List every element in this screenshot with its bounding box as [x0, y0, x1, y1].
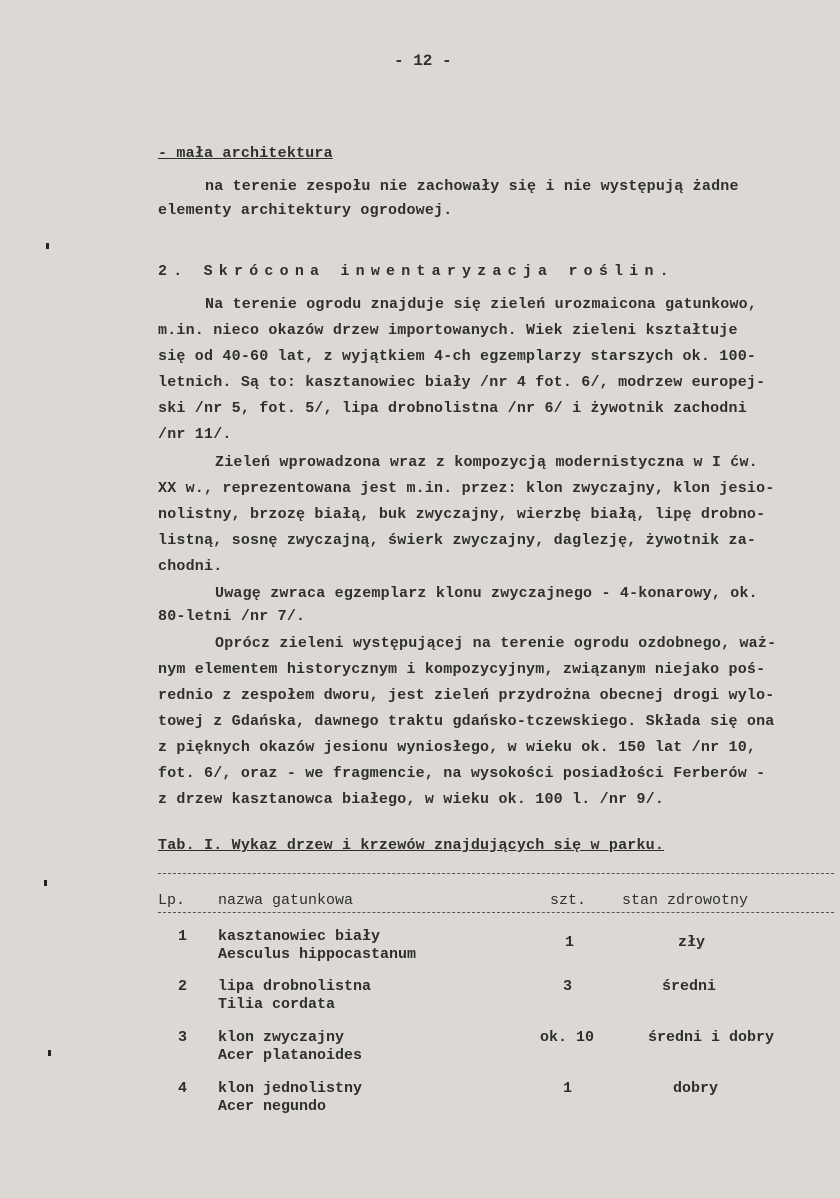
table-rule-top	[158, 873, 834, 874]
table-cell-name-lat: Aesculus hippocastanum	[218, 946, 417, 963]
text-line: ski /nr 5, fot. 5/, lipa drobnolistna /nr 6/ i żywotnik zachodni	[158, 400, 747, 417]
text-line: rednio z zespołem dworu, jest zieleń przydrożna obecnej drogi wylo-	[158, 687, 775, 704]
table-cell-state: średni i dobry	[648, 1029, 775, 1046]
table-header-state: stan zdrowotny	[622, 892, 749, 909]
table-header-name: nazwa gatunkowa	[218, 892, 354, 909]
table-cell-qty: ok. 10	[540, 1029, 595, 1046]
table-caption	[158, 837, 664, 854]
table-cell-lp: 2	[178, 978, 188, 995]
table-cell-name-lat: Tilia cordata	[218, 996, 336, 1013]
text-line: z drzew kasztanowca białego, w wieku ok. 100 l. /nr 9/.	[158, 791, 665, 808]
table-cell-state: dobry	[673, 1080, 719, 1097]
margin-mark	[48, 1050, 51, 1056]
table-cell-name-pl: klon jednolistny	[218, 1080, 363, 1097]
table-cell-lp: 4	[178, 1080, 188, 1097]
text-line: Na terenie ogrodu znajduje się zieleń urozmaicona gatunkowo,	[205, 296, 758, 313]
text-line: chodni.	[158, 558, 223, 575]
text-line: letnich. Są to: kasztanowiec biały /nr 4 fot. 6/, modrzew europej-	[158, 374, 766, 391]
text-line: na terenie zespołu nie zachowały się i nie występują żadne	[205, 178, 739, 195]
text-line: z pięknych okazów jesionu wyniosłego, w wieku ok. 150 lat /nr 10,	[158, 739, 757, 756]
table-cell-qty: 1	[563, 1080, 573, 1097]
page-number: - 12 -	[394, 52, 452, 70]
margin-mark	[46, 243, 49, 249]
table-cell-qty: 1	[565, 934, 575, 951]
table-cell-lp: 1	[178, 928, 188, 945]
table-cell-lp: 3	[178, 1029, 188, 1046]
table-cell-name-pl: lipa drobnolistna	[218, 978, 372, 995]
text-line: /nr 11/.	[158, 426, 232, 443]
text-line: fot. 6/, oraz - we fragmencie, na wysokości posiadłości Ferberów -	[158, 765, 766, 782]
table-cell-name-lat: Acer platanoides	[218, 1047, 363, 1064]
section-heading-plants: 2. Skrócona inwentaryzacja roślin.	[158, 263, 675, 280]
text-line: Zieleń wprowadzona wraz z kompozycją modernistyczna w I ćw.	[215, 454, 758, 471]
table-cell-state: zły	[678, 934, 706, 951]
table-cell-name-pl: kasztanowiec biały	[218, 928, 381, 945]
table-rule-header	[158, 912, 834, 913]
table-cell-name-pl: klon zwyczajny	[218, 1029, 345, 1046]
text-line: nym elementem historycznym i kompozycyjnym, związanym niejako poś-	[158, 661, 766, 678]
section-heading-small-architecture	[158, 145, 333, 162]
table-header-qty: szt.	[550, 892, 587, 909]
text-line: 80-letni /nr 7/.	[158, 608, 306, 625]
caption-text: Tab. I. Wykaz drzew i krzewów znajdujących się w parku.	[158, 837, 665, 854]
text-line: towej z Gdańska, dawnego traktu gdańsko-tczewskiego. Składa się ona	[158, 713, 775, 730]
table-cell-name-lat: Acer negundo	[218, 1098, 327, 1115]
text-line: Oprócz zieleni występującej na terenie ogrodu ozdobnego, waż-	[215, 635, 777, 652]
text-line: się od 40-60 lat, z wyjątkiem 4-ch egzemplarzy starszych ok. 100-	[158, 348, 757, 365]
heading-text: - mała architektura	[158, 145, 333, 162]
table-header-lp: Lp.	[158, 892, 186, 909]
text-line: XX w., reprezentowana jest m.in. przez: klon zwyczajny, klon jesio-	[158, 480, 775, 497]
text-line: nolistny, brzozę białą, buk zwyczajny, wierzbę białą, lipę drobno-	[158, 506, 766, 523]
text-line: listną, sosnę zwyczajną, świerk zwyczajny, daglezję, żywotnik za-	[158, 532, 757, 549]
margin-mark	[44, 880, 47, 886]
table-cell-qty: 3	[563, 978, 573, 995]
text-line: elementy architektury ogrodowej.	[158, 202, 453, 219]
text-line: Uwagę zwraca egzemplarz klonu zwyczajnego - 4-konarowy, ok.	[215, 585, 758, 602]
text-line: m.in. nieco okazów drzew importowanych. Wiek zieleni kształtuje	[158, 322, 738, 339]
table-cell-state: średni	[662, 978, 717, 995]
